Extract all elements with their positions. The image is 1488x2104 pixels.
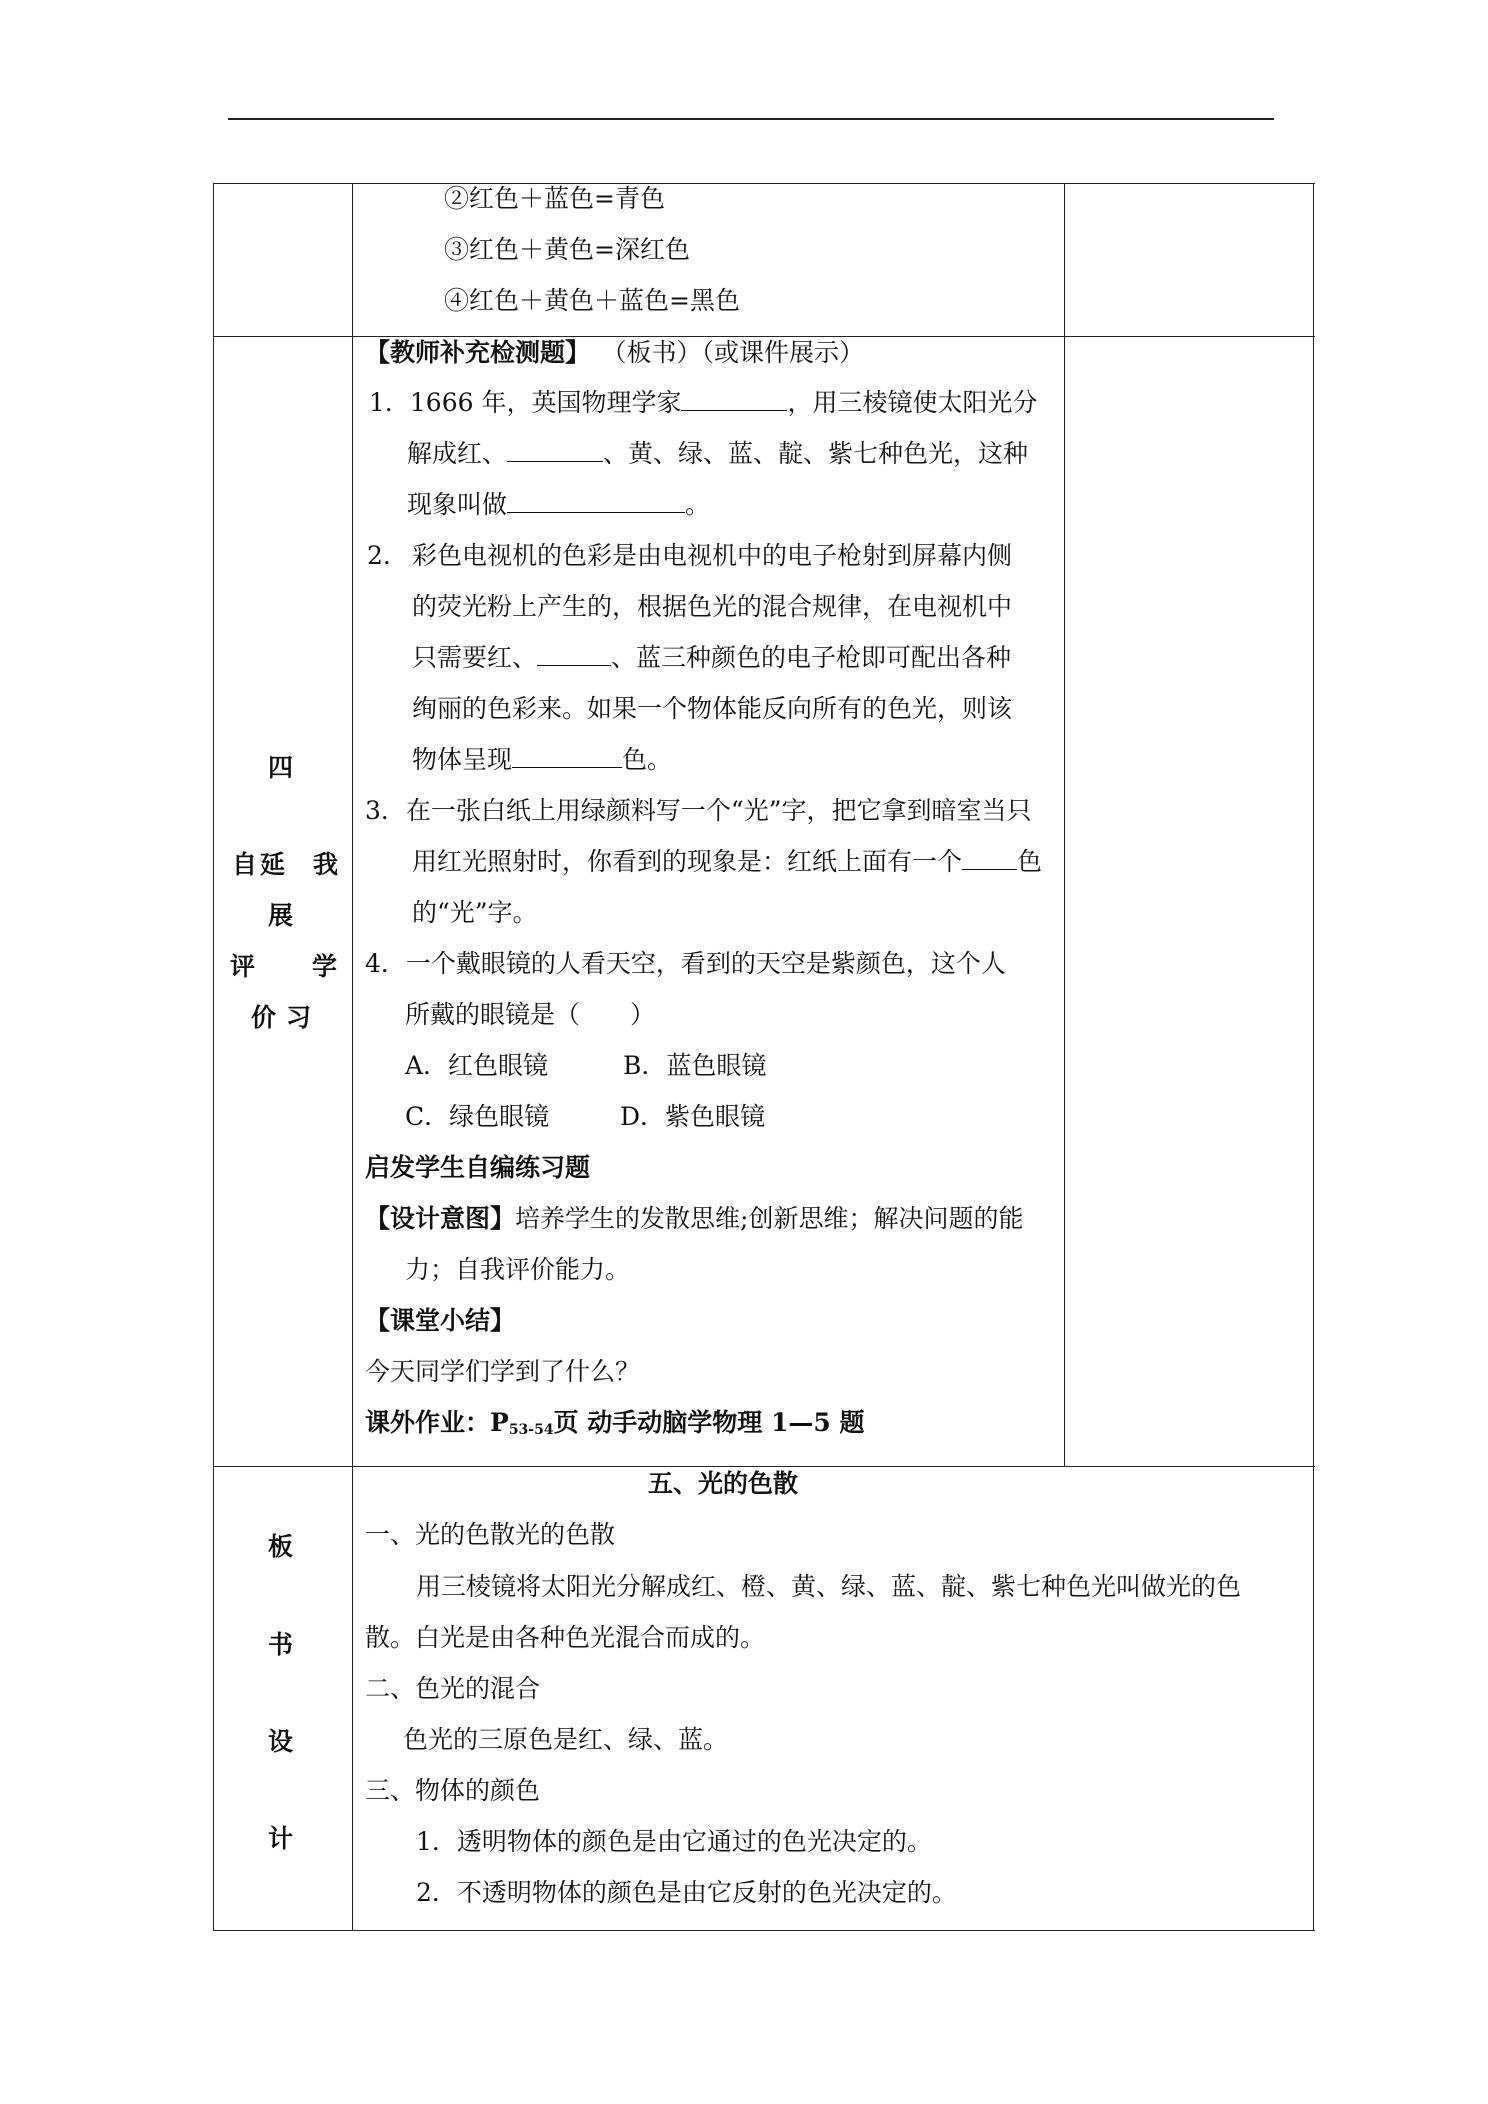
homework <box>365 1406 865 1447</box>
row-label-char: 计 <box>268 1824 294 1853</box>
design-intent-line2: 力；自我评价能力。 <box>405 1255 631 1284</box>
q1-line2-text-post: 、黄、绿、蓝、靛、紫七种色光，这种 <box>603 439 1029 468</box>
teacher-heading <box>365 336 864 370</box>
q2-line5-text: 物体呈现 <box>412 745 513 774</box>
row-label-char: 我 <box>313 850 339 879</box>
self-exercise-heading: 启发学生自编练习题 <box>365 1153 591 1182</box>
homework-pages: 53-54 <box>508 1422 554 1438</box>
header-rule <box>228 118 1274 120</box>
row-label-char: 习 <box>286 1003 312 1032</box>
table-border-right <box>1313 183 1314 1931</box>
q1-line1 <box>369 386 1038 420</box>
board-section-1: 一、光的色散光的色散 <box>365 1520 616 1549</box>
summary-heading: 【课堂小结】 <box>365 1306 516 1335</box>
q2-line4: 绚丽的色彩来。如果一个物体能反向所有的色光，则该 <box>412 694 1013 723</box>
q3-line2-text: 用红光照射时，你看到的现象是：红纸上面有一个 <box>412 847 963 876</box>
design-intent-text: 培养学生的发散思维;创新思维；解决问题的能 <box>515 1204 1024 1233</box>
table-border-left <box>213 183 214 1931</box>
q2-line3 <box>412 641 1011 675</box>
q2-line3-text-post: 、蓝三种颜色的电子枪即可配出各种 <box>611 643 1012 672</box>
q1-line3-text-post: 。 <box>685 490 711 519</box>
q4-line1: 4．一个戴眼镜的人看天空，看到的天空是紫颜色，这个人 <box>365 949 1006 978</box>
q1-line2 <box>407 437 1028 471</box>
q1-line1-text-post: ，用三棱镜使太阳光分 <box>787 388 1038 417</box>
board-section-3-item1: 1．透明物体的颜色是由它通过的色光决定的。 <box>416 1827 932 1856</box>
answer-blank <box>962 845 1017 870</box>
q4-option-c: C．绿色眼镜 <box>405 1102 550 1131</box>
row-label-char: 设 <box>268 1727 294 1756</box>
column-divider-2 <box>1064 183 1065 1467</box>
board-section-2-text: 色光的三原色是红、绿、蓝。 <box>403 1725 729 1754</box>
row-label-char: 书 <box>268 1630 294 1659</box>
row-label-char: 板 <box>268 1532 294 1561</box>
row-label-char: 评 <box>230 952 256 981</box>
answer-blank <box>507 437 603 462</box>
mix-item-3: ③红色＋黄色=深红色 <box>444 235 690 264</box>
board-title: 五、光的色散 <box>648 1469 799 1498</box>
homework-text-post: 页 动手动脑学物理 1—5 题 <box>553 1408 865 1437</box>
homework-text: 课外作业：P <box>365 1408 509 1437</box>
q1-line1-text: 1．1666 年，英国物理学家 <box>369 388 682 417</box>
board-section-1-text2: 散。白光是由各种色光混合而成的。 <box>365 1623 766 1652</box>
design-intent-heading: 【设计意图】 <box>365 1204 516 1233</box>
q3-line1: 3．在一张白纸上用绿颜料写一个“光”字，把它拿到暗室当只 <box>365 796 1032 825</box>
answer-blank <box>681 386 787 411</box>
teacher-heading-label: 【教师补充检测题】 <box>365 338 591 367</box>
row-label-char: 自 <box>232 850 258 879</box>
board-section-3-item2: 2．不透明物体的颜色是由它反射的色光决定的。 <box>416 1878 957 1907</box>
q3-line2-text-post: 色 <box>1017 847 1043 876</box>
row-label-char: 价 <box>251 1003 277 1032</box>
teacher-heading-note: （板书）（或课件展示） <box>614 338 865 367</box>
q2-number: 2. <box>367 541 391 570</box>
row-label-char: 延 <box>260 850 286 879</box>
table-border-bottom <box>213 1930 1315 1931</box>
mix-item-2: ②红色＋蓝色=青色 <box>444 184 665 213</box>
q2-line3-text: 只需要红、 <box>412 643 538 672</box>
q4-option-b: B．蓝色眼镜 <box>623 1051 767 1080</box>
summary-text: 今天同学们学到了什么？ <box>365 1357 641 1386</box>
q1-line2-text: 解成红、 <box>407 439 508 468</box>
q4-option-a: A．红色眼镜 <box>405 1051 549 1080</box>
q3-line2 <box>412 845 1042 879</box>
q3-line3: 的“光”字。 <box>412 898 538 927</box>
design-intent <box>365 1202 1023 1236</box>
row-label-char: 展 <box>268 901 294 930</box>
answer-blank <box>507 488 685 513</box>
answer-blank <box>512 743 622 768</box>
q1-line3-text: 现象叫做 <box>407 490 508 519</box>
row-label-four: 四 <box>268 753 294 782</box>
board-section-1-text1: 用三棱镜将太阳光分解成红、橙、黄、绿、蓝、靛、紫七种色光叫做光的色 <box>416 1572 1242 1601</box>
q2-line5-text-post: 色。 <box>622 745 673 774</box>
q4-line2: 所戴的眼镜是（ ） <box>405 1000 656 1029</box>
row-label-char: 学 <box>312 952 338 981</box>
q2-line1: 彩色电视机的色彩是由电视机中的电子枪射到屏幕内侧 <box>412 541 1013 570</box>
board-section-3: 三、物体的颜色 <box>365 1776 541 1805</box>
q2-line5 <box>412 743 672 777</box>
q1-line3 <box>407 488 710 522</box>
board-section-2: 二、色光的混合 <box>365 1674 541 1703</box>
q4-option-d: D．紫色眼镜 <box>620 1102 766 1131</box>
answer-blank <box>537 641 611 666</box>
table-border-top <box>213 183 1315 184</box>
q2-line2: 的荧光粉上产生的，根据色光的混合规律，在电视机中 <box>412 592 1013 621</box>
mix-item-4: ④红色＋黄色＋蓝色=黑色 <box>444 286 740 315</box>
column-divider-1 <box>352 183 353 1931</box>
